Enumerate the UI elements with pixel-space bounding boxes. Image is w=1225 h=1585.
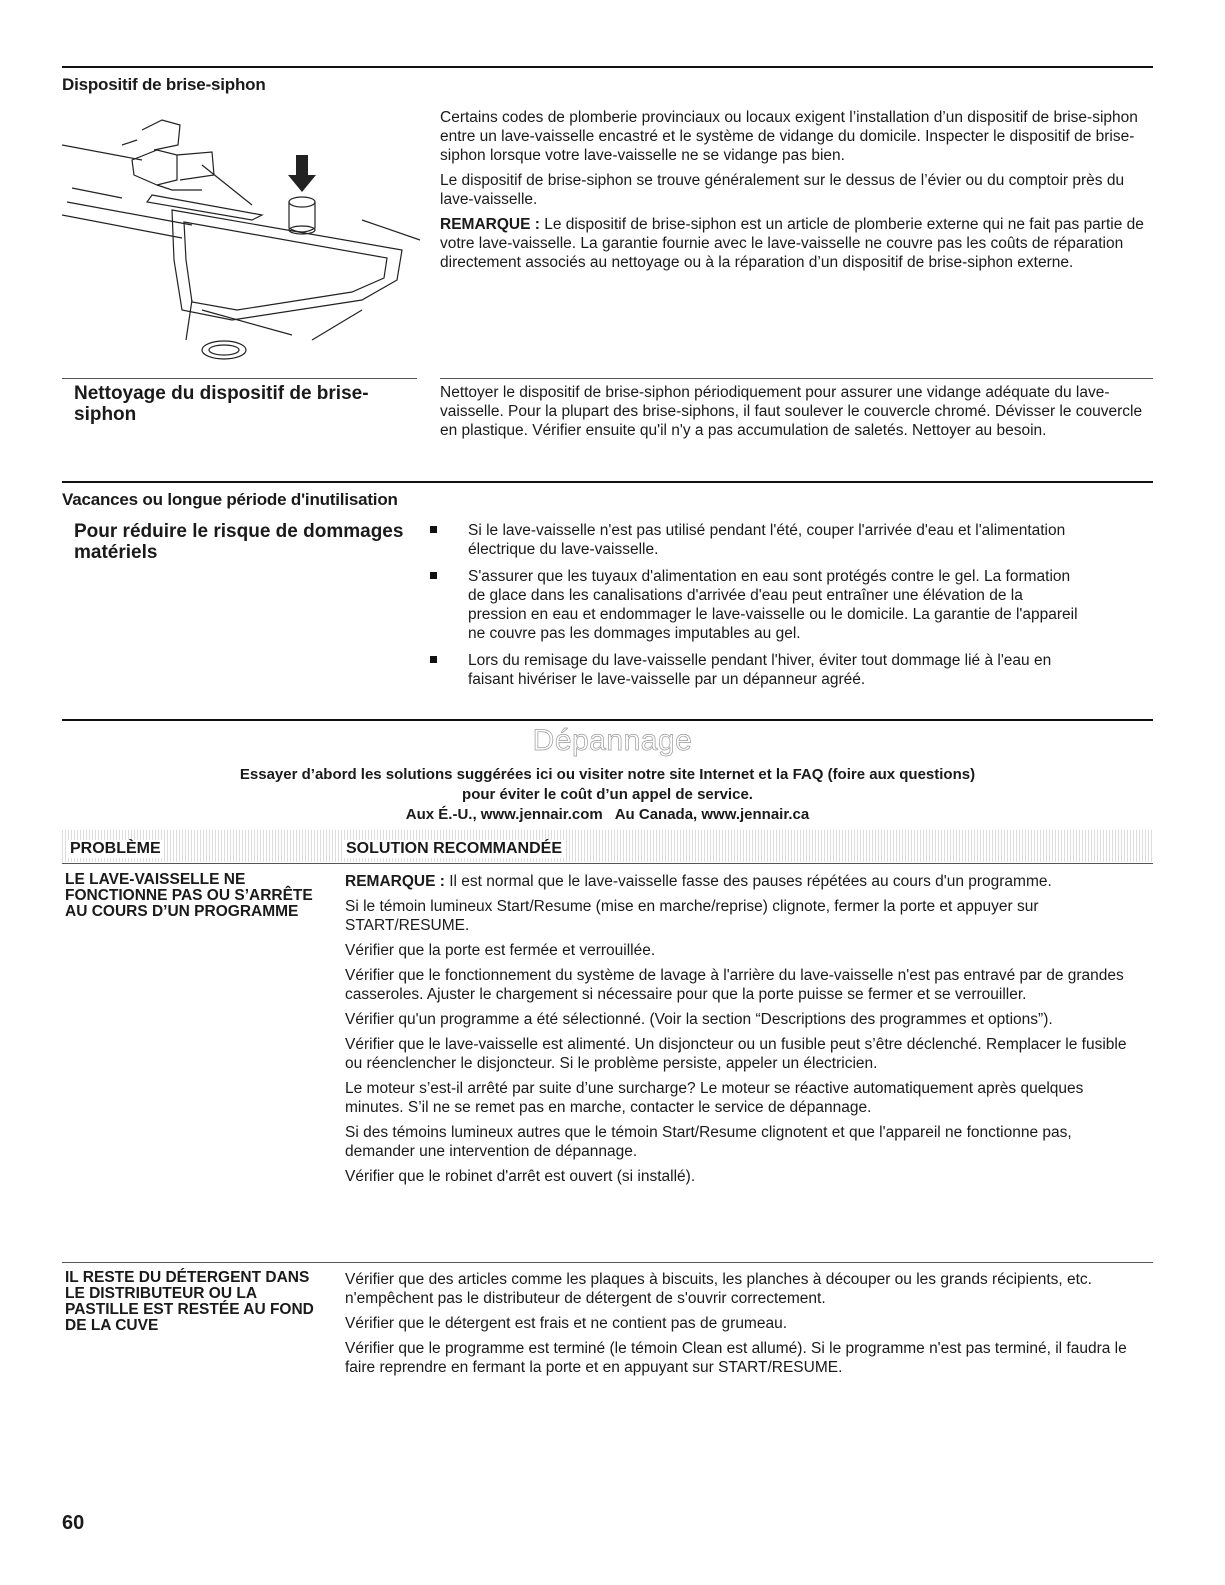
cleaning-text: Nettoyer le dispositif de brise-siphon périodiquement pour assurer une vidange adéquate du lave-vaisselle. Pour la plupart des brise-siphons, il faut soulever le couvercle chromé. Dévisser le couvercle en plastique. Vérifier ensuite qu'il n'y a pas accumulation de saletés. Nettoyer au besoin. <box>440 384 1143 439</box>
solution-item: Vérifier que le détergent est frais et ne contient pas de grumeau. <box>345 1315 788 1332</box>
cleaning-rule-left <box>62 378 417 379</box>
bullet-item: Si le lave-vaisselle n'est pas utilisé pendant l'été, couper l'arrivée d'eau et l'alimentation électrique du lave-vaisselle. <box>430 521 1080 559</box>
column-header-problem: PROBLÈME <box>67 840 164 858</box>
siphon-title: Dispositif de brise-siphon <box>62 75 266 94</box>
vacation-title: Vacances ou longue période d'inutilisation <box>62 490 398 509</box>
vacation-subtitle: Pour réduire le risque de dommages matériels <box>74 521 404 563</box>
solution-cell <box>345 1270 1145 1383</box>
siphon-body <box>440 108 1150 278</box>
solution-note <box>345 872 1145 891</box>
row-rule <box>62 1262 1153 1263</box>
cleaning-title: Nettoyage du dispositif de brise-siphon <box>74 383 369 425</box>
troubleshooting-intro <box>62 765 1153 825</box>
solution-item: Si des témoins lumineux autres que le témoin Start/Resume clignotent et que l'appareil ne fonctionne pas, demander une intervention de dépannage. <box>345 1124 1072 1160</box>
column-header-solution: SOLUTION RECOMMANDÉE <box>343 840 565 858</box>
problem-cell: IL RESTE DU DÉTERGENT DANS LE DISTRIBUTEUR OU LA PASTILLE EST RESTÉE AU FOND DE LA CUVE <box>65 1269 314 1334</box>
bullet-item: S'assurer que les tuyaux d'alimentation en eau sont protégés contre le gel. La formation de glace dans les canalisations d'arrivée d'eau peut entraîner une élévation de la pression en eau et endommager le lave-vaisselle ou le domicile. La garantie de l'appareil ne couvre pas les dommages imputables au gel. <box>430 567 1080 643</box>
top-rule <box>62 66 1153 68</box>
siphon-paragraph: Certains codes de plomberie provinciaux ou locaux exigent l’installation d’un dispositif de brise-siphon entre un lave-vaisselle encastré et le système de vidange du domicile. Inspecter le dispositif de brise-siphon lorsque votre lave-vaisselle ne se vidange pas bien. <box>440 109 1138 164</box>
solution-item: Vérifier que la porte est fermée et verrouillée. <box>345 942 656 959</box>
intro-line: Aux É.-U., www.jennair.com Au Canada, www.jennair.ca <box>405 806 810 823</box>
vacation-bullets <box>430 521 1080 697</box>
solution-item: Le moteur s’est-il arrêté par suite d’une surcharge? Le moteur se réactive automatiquement après quelques minutes. S’il ne se remet pas en marche, contacter le service de dépannage. <box>345 1080 1084 1116</box>
page-number: 60 <box>62 1512 85 1534</box>
sink-air-gap-illustration <box>62 110 422 365</box>
siphon-paragraph: Le dispositif de brise-siphon se trouve généralement sur le dessus de l’évier ou du comptoir près du lave-vaisselle. <box>440 172 1125 208</box>
note-label: REMARQUE : <box>345 873 445 890</box>
solution-item: Vérifier que le lave-vaisselle est alimenté. Un disjoncteur ou un fusible peut s’être déclenché. Remplacer le fusible ou réenclencher le disjoncteur. Si le problème persiste, appeler un électricien. <box>345 1036 1127 1072</box>
table-header <box>62 830 1153 862</box>
note-text: Le dispositif de brise-siphon est un article de plomberie externe qui ne fait pas partie de votre lave-vaisselle. La garantie fournie avec le lave-vaisselle ne couvre pas les coûts de réparation directement associés au nettoyage ou à la réparation d’un dispositif de brise-siphon externe. <box>440 216 1144 271</box>
siphon-note <box>440 215 1150 272</box>
note-label: REMARQUE : <box>440 216 540 233</box>
vacation-rule <box>62 481 1153 483</box>
solution-item: Si le témoin lumineux Start/Resume (mise en marche/reprise) clignote, fermer la porte et appuyer sur START/RESUME. <box>345 898 1039 934</box>
solution-item: Vérifier que le robinet d'arrêt est ouvert (si installé). <box>345 1168 696 1185</box>
intro-line: pour éviter le coût d’un appel de service. <box>462 786 753 803</box>
problem-cell: LE LAVE-VAISSELLE NE FONCTIONNE PAS OU S’ARRÊTE AU COURS D’UN PROGRAMME <box>65 871 313 920</box>
solution-cell <box>345 872 1145 1192</box>
solution-item: Vérifier qu'un programme a été sélectionné. (Voir la section “Descriptions des programmes et options”). <box>345 1011 1053 1028</box>
table-header-rule <box>62 863 1153 864</box>
cleaning-rule-right <box>440 378 1153 379</box>
solution-item: Vérifier que le programme est terminé (le témoin Clean est allumé). Si le programme n'est pas terminé, il faudra le faire reprendre en fermant la porte et en appuyant sur START/RESUME. <box>345 1340 1127 1376</box>
bullet-item: Lors du remisage du lave-vaisselle pendant l'hiver, éviter tout dommage lié à l'eau en faisant hivériser le lave-vaisselle par un dépanneur agréé. <box>430 651 1080 689</box>
solution-item: Vérifier que des articles comme les plaques à biscuits, les planches à découper ou les grands récipients, etc. n'empêchent pas le distributeur de détergent de s'ouvrir correctement. <box>345 1271 1092 1307</box>
note-text: Il est normal que le lave-vaisselle fasse des pauses répétées au cours d'un programme. <box>444 873 1052 890</box>
solution-item: Vérifier que le fonctionnement du système de lavage à l'arrière du lave-vaisselle n'est pas entravé par de grandes casseroles. Ajuster le chargement si nécessaire pour que la porte puisse se fermer et se verrouiller. <box>345 967 1124 1003</box>
intro-line: Essayer d’abord les solutions suggérées ici ou visiter notre site Internet et la FAQ (foire aux questions) <box>239 766 976 783</box>
troubleshooting-title: Dépannage <box>532 724 693 757</box>
troubleshooting-rule <box>62 719 1153 721</box>
